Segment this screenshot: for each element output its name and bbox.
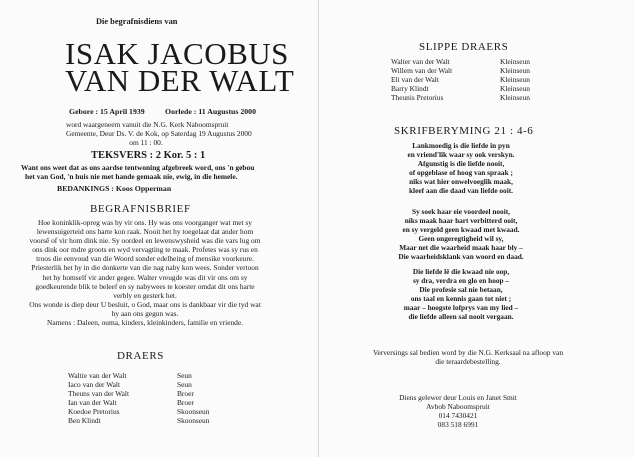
refreshments-note (357, 348, 579, 366)
bearer-name: Theuns van der Walt (68, 388, 130, 398)
bearer-relation: Broer (177, 388, 194, 398)
bearer-relation: Broer (177, 397, 194, 407)
bearer-name: Koedoe Pretorius (68, 406, 120, 416)
bearer-name: Ben Klindt (68, 415, 101, 425)
poem-line: die liefde alleen sal nooit vergaan. (408, 312, 514, 321)
service-line: om 11 : 00. (129, 138, 163, 148)
service-intro: Die begrafnisdiens van (96, 17, 178, 26)
poem-line: Afgunstig is die liefde nooit, (417, 159, 505, 168)
poem-line: Maar net die waarheid maak haar bly – (399, 243, 523, 252)
bearer-name: Waltie van der Walt (68, 371, 127, 380)
bio-line: Ons wonde is diep deur U besluit, o God, maar ons is dankbaar vir die tyd wat (29, 299, 261, 309)
poem-line: Sy soek haar eie voordeel nooit, (412, 207, 510, 216)
poem-line: niks maak haar hart verbitterd ooit, (404, 216, 518, 225)
poem-line: en vriend'lik waar sy ook verskyn. (407, 150, 515, 159)
scripture-stanza-2 (386, 207, 536, 261)
pallbearer-relation: Kleinseun (500, 74, 530, 84)
poem-line: of opgeblase of hoog van spraak ; (409, 168, 513, 177)
scripture-heading: SKRIFBERYMING 21 : 4-6 (394, 125, 534, 137)
bio-line: hy aan ons gegun was. (111, 308, 179, 318)
bio-line: voorsê of vir hom dink nie. Sy oordeel en lewenswysheid was die vars lug om (29, 236, 261, 246)
pallbearer-relation: Kleinseun (500, 65, 530, 75)
deceased-name-line1: ISAK JACOBUS (65, 36, 289, 71)
bearer-relation: Seun (177, 371, 192, 380)
bio-line: lewensuigerteid ons harte kon raak. Nooit het hy toegelaat dat ander hom (36, 227, 254, 237)
bio-line: troos die eenvoud van die Woord sonder edelheing of mensike voorkeure. (36, 254, 254, 264)
poem-line: niks wat hier onwelvoeglik maak, (409, 177, 513, 186)
pallbearer-relation: Kleinseun (500, 83, 530, 93)
fold-line (318, 0, 319, 457)
bearer-name: Iaco van der Walt (68, 379, 121, 389)
poem-line: kleef aan die daad van liefde ooit. (409, 186, 513, 195)
pallbearer-row (391, 94, 530, 103)
bearer-relation: Skoonseun (177, 415, 210, 425)
scripture-stanza-1 (386, 141, 536, 195)
text-verse-line: Want ons weet dat as ons aardse tentwoning afgebreek word, ons 'n gebou (21, 163, 255, 172)
pallbearer-relation: Kleinseun (500, 92, 530, 102)
bearer-relation: Skoonseun (177, 406, 210, 416)
text-verse-line: het van God, 'n huis nie met hande gemaak nie, ewig, in die hemele. (25, 172, 238, 181)
provider-line: 083 518 6991 (437, 420, 479, 430)
poem-line: ons taal en kennis gaan tot niet ; (410, 294, 512, 303)
bio-line: ons dink oor mdre groots en wyd vervagting te maak. Profetes was sy rus en (32, 245, 258, 255)
service-provider (393, 393, 523, 429)
poem-line: Lankmoedig is die liefde in pyn (412, 141, 510, 150)
bio-line: Priesterlik het hy in die donkerte van die nag naby kon wees. Sonder vertoon (31, 263, 259, 273)
bearers-heading: DRAERS (117, 350, 164, 362)
birth-date: Gebore : 15 April 1939 (69, 107, 145, 116)
refreshments-line: die teraardebestelling. (435, 357, 501, 367)
refreshments-line: Verversings sal bedien word by die N.G. Kerksaal na afloop van (372, 348, 564, 357)
poem-line: Die waarheidsklank van woord en daad. (398, 252, 524, 261)
poem-line: sy dra, verdra en glo en hoop – (412, 276, 510, 285)
bio-line: verbly en gesterk het. (113, 290, 177, 300)
pallbearers-list (391, 58, 530, 103)
bearer-row (68, 417, 209, 426)
poem-line: Die profesie sal nie betaan, (419, 285, 503, 294)
provider-line: Diens gelewer deur Louis en Janet Smit (399, 393, 517, 402)
pallbearers-heading: SLIPPE DRAERS (419, 41, 509, 53)
pallbearer-name: Barry Klindt (391, 83, 429, 93)
bio-text (4, 218, 286, 327)
bio-line: Hoe koninklik-opreg was hy vir ons. Hy was ons voorganger wat met sy (38, 218, 252, 227)
service-line: Gemeente, Deur Ds. V. de Kok, op Saterdag 19 Augustus 2000 (66, 129, 252, 139)
pallbearer-name: Walter van der Walt (391, 57, 450, 66)
poem-line: en sy vergeld geen kwaad met kwaad. (402, 225, 520, 234)
bio-line: het hy homself vir ander gegee. Walter vreugde was dit vir ons om sy (42, 272, 248, 282)
bio-line: Namens : Daleen, ouma, kinders, kleinkinders, familie en vriende. (47, 318, 243, 328)
scripture-stanza-3 (386, 267, 536, 321)
provider-line: Avbob Naboomspruit (426, 402, 490, 412)
bearers-list (68, 372, 209, 425)
poem-line: maar – hoogste lofprys van my lied – (403, 303, 519, 312)
text-verse-label: TEKSVERS : 2 Kor. 5 : 1 (91, 150, 206, 161)
bio-line: goedkeurende blik te beleef en sy nabywees te koester omdat dit ons harte (35, 281, 255, 291)
pallbearer-name: Eli van der Walt (391, 74, 439, 84)
bearer-name: Ian van der Walt (68, 397, 117, 407)
poem-line: Die liefde lê die kwaad nie oop, (412, 267, 510, 276)
pallbearer-name: Theunis Pretorius (391, 92, 444, 102)
provider-line: 014 7430421 (438, 411, 478, 421)
pallbearer-name: Willem van der Walt (391, 65, 453, 75)
pallbearer-relation: Kleinseun (500, 57, 530, 66)
death-date: Oorlede : 11 Augustus 2000 (165, 107, 256, 116)
thanks-line: BEDANKINGS : Koos Opperman (57, 184, 172, 193)
service-line: word waargeneem vanuit die N.G. Kerk Naboomspruit (66, 120, 229, 129)
bearer-relation: Seun (177, 379, 192, 389)
bio-heading: BEGRAFNISBRIEF (90, 203, 191, 215)
service-details (66, 120, 252, 148)
poem-line: Geen ongeregtigheid wil sy, (418, 234, 504, 243)
deceased-name-line2: VAN DER WALT (65, 63, 295, 98)
